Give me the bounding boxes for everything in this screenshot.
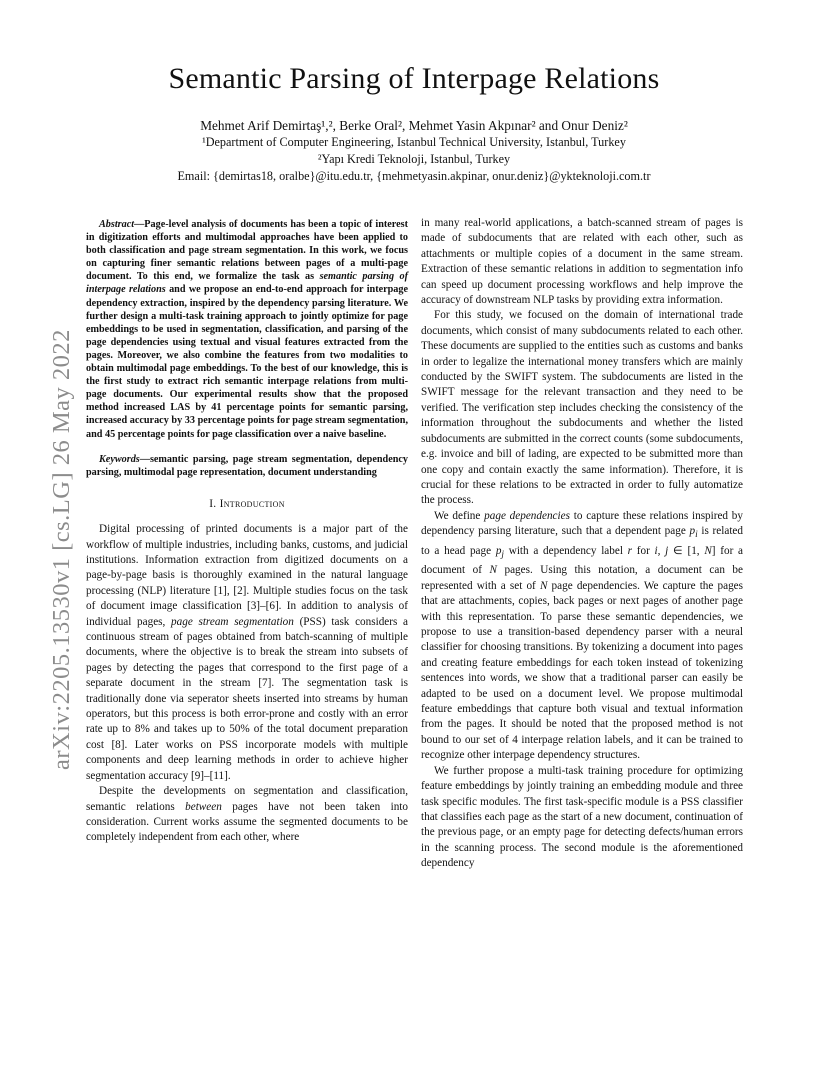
abstract-label: Abstract — [99, 219, 135, 230]
keywords-label: Keywords — [99, 453, 140, 465]
section-heading: I. Introduction — [209, 497, 285, 510]
paragraph-trade-documents: For this study, we focused on the domain of international trade documents, which consist of many subdocuments related to each other. These documents are supplied to the entities such as customs and banks in order to legalize the international money transfers which are mainly conducted by the SWIFT system. The subdocuments are listed in the SWIFT message for the relevant transaction and they need to be verified. The verification step includes checking the consistency of the information throughout the subdocuments and whether the listed subdocuments are submitted in the correct counts (some subdocuments, e.g. invoice and bill of lading, are expected to be submitted more than one copy and contain exactly the same information). Therefore, it is crucial for these relations to be extracted in order to fully automatize the process. — [421, 309, 743, 507]
affiliation-1: ¹Department of Computer Engineering, Istanbul Technical University, Istanbul, Turkey — [202, 135, 626, 149]
intro-paragraph-1: Digital processing of printed documents is a major part of the workflow of multiple industries, including banks, customs, and judicial institutions. Information extraction from digitized documents on a page-by-page basis is thoroughly examined in the natural language processing (NLP) literature [1], [2]. Multiple studies focus on the task of document image classification [3]–[6]. In addition to analysis of individual pages, page stream segmentation (PSS) task considers a continuous stream of pages obtained from batch-scanning of multiple documents, where the objective is to break the stream into subsets of pages by detecting the pages that correspond to the first page of a separate document in the stream [7]. The segmentation task is traditionally done via seperator sheets inserted into streams by human operators, but this process is both error-prone and costly with an error rate up to 8% and takes up to 50% of the total document preparation cost [8]. Later works on PSS incorporate models with multiple components and deep learning methods in order to achieve higher segmentation accuracy [9]–[11]. — [86, 523, 409, 782]
paragraph-multitask: We further propose a multi-task training procedure for optimizing feature embeddings by jointly training an embedding module and three task specific modules. The first task-specific module is a PSS classifier that classifies each page as the start of a new document, continuation of the previous page, or an empty page for detecting defects/human errors in the scanning process. The second module is the aforementioned dependency — [421, 764, 743, 870]
paper-title: Semantic Parsing of Interpage Relations — [168, 62, 660, 95]
email-line: Email: {demirtas18, oralbe}@itu.edu.tr, {mehmetyasin.akpinar, onur.deniz}@ykteknoloji.com.tr — [177, 169, 651, 183]
intro-paragraph-2: Despite the developments on segmentation and classification, semantic relations between pages have not been taken into consideration. Current works assume the segmented documents to be completely independent from each other, where — [86, 785, 408, 844]
paragraph-continuation: in many real-world applications, a batch-scanned stream of pages is made of subdocuments that are related with each other, such as attachments or multiple copies of a document in the same stream. Extraction of these semantic relations in addition to segmentation info can speed up document processing workflows and help improve the accuracy of downstream NLP tasks by providing extra information. — [421, 217, 743, 307]
arxiv-identifier: arXiv:2205.13530v1 [cs.LG] 26 May 2022 — [48, 329, 75, 770]
keywords: Keywords—semantic parsing, page stream segmentation, dependency parsing, multimodal page representation, document understanding — [86, 453, 408, 478]
left-column — [86, 218, 408, 846]
abstract: Abstract—Page-level analysis of documents has been a topic of interest in digitization efforts and multimodal approaches have been applied to both classification and page stream segmentation. In this work, we focus on capturing finer semantic relations between pages of a multi-page document. To this end, we formalize the task as semantic parsing of interpage relations and we propose an end-to-end approach for interpage dependency extraction, inspired by the dependency parsing literature. We further design a multi-task training approach to jointly optimize for page embeddings to be used in segmentation, classification, and parsing of the page dependencies using textual and visual features extracted from the pages. Moreover, we also combine the features from two modalities to obtain multimodal page embeddings. To the best of our knowledge, this is the first study to extract rich semantic interpage relations from multi-page documents. Our experimental results show that the proposed method increased LAS by 41 percentage points for semantic parsing, increased accuracy by 33 percentage points for page stream segmentation, and 45 percentage points for page classification over a naive baseline. — [86, 219, 409, 440]
author-list: Mehmet Arif Demirtaş¹,², Berke Oral², Mehmet Yasin Akpınar² and Onur Deniz² — [200, 118, 628, 133]
paragraph-page-dependencies: We define page dependencies to capture these relations inspired by dependency parsing literature, such that a dependent page $p_i$ is related to a head page $p_j$ with a dependency label r for i, j ∈ [1, N] for a document of N pages. Using this notation, a document can be represented with a set of N page dependencies. We capture the pages that are attachments, copies, back pages or next pages of another page with this representation. To parse these semantic dependencies, we propose to use a transition-based dependency parser with a neural classifier for choosing transitions. By tokenizing a document into pages and creating feature embeddings for each token instead of tokenizing sentences into words, we show that a traditional parser can easily be adapted to be used on a document level. We propose multimodal feature embeddings that capture both visual and textual information from the pages. It should be noted that the proposed method is not bound to our set of 4 interpage relation labels, and it can be trained to recognize other interpage dependency structures. — [421, 509, 743, 762]
affiliation-2: ²Yapı Kredi Teknoloji, Istanbul, Turkey — [317, 152, 511, 166]
right-column — [421, 216, 743, 872]
